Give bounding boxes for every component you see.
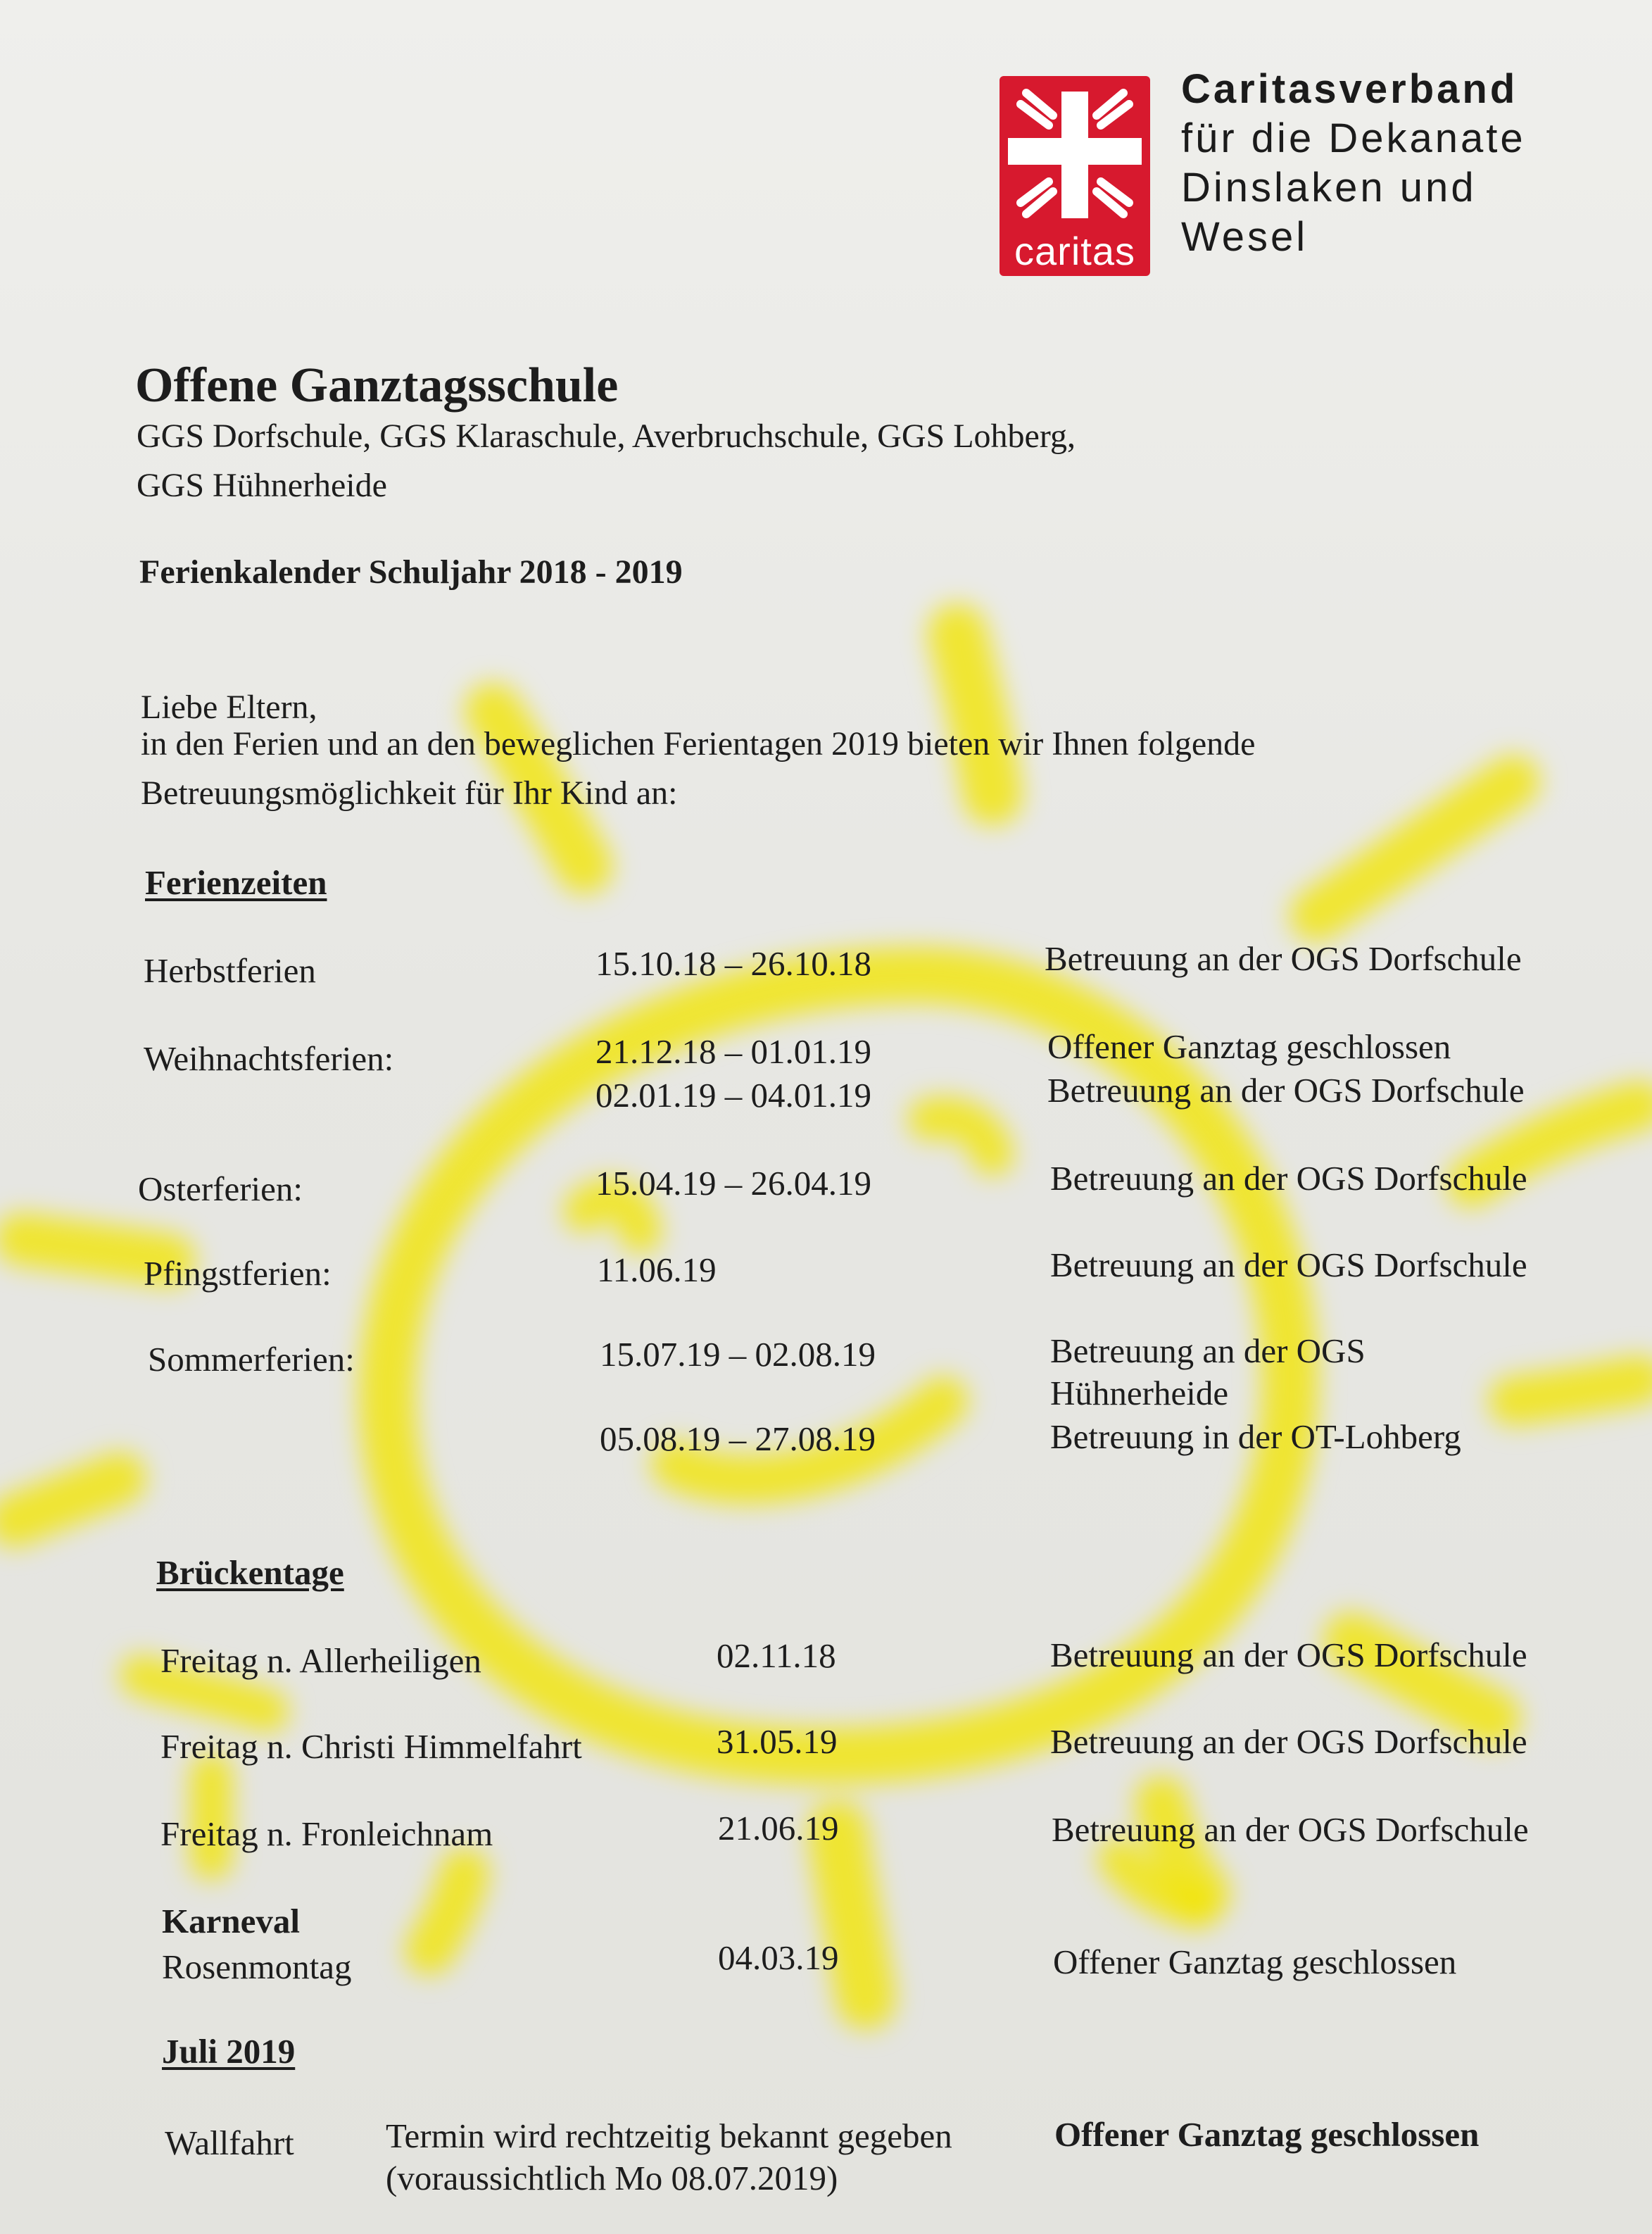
org-name-line1: Caritasverband bbox=[1181, 66, 1518, 112]
ferien-date-oster: 15.04.19 – 26.04.19 bbox=[595, 1164, 871, 1203]
bruecke-name-allerheiligen: Freitag n. Allerheiligen bbox=[160, 1641, 481, 1680]
ferien-info-sommer-1: Betreuung an der OGS bbox=[1050, 1331, 1366, 1370]
ferien-date-sommer-1: 15.07.19 – 02.08.19 bbox=[600, 1335, 876, 1374]
ferien-date-weihnacht-2: 02.01.19 – 04.01.19 bbox=[595, 1076, 871, 1115]
ferien-name-sommer: Sommerferien: bbox=[148, 1340, 355, 1379]
ferien-date-herbst: 15.10.18 – 26.10.18 bbox=[595, 944, 871, 983]
intro-salutation: Liebe Eltern, bbox=[141, 689, 317, 726]
ferien-info-weihnacht-2: Betreuung an der OGS Dorfschule bbox=[1047, 1071, 1525, 1110]
juli-note-line2: (voraussichtlich Mo 08.07.2019) bbox=[386, 2159, 838, 2197]
juli-note-line1: Termin wird rechtzeitig bekannt gegeben bbox=[386, 2116, 952, 2155]
ferien-name-herbst: Herbstferien bbox=[144, 951, 316, 990]
org-name-line2: für die Dekanate bbox=[1181, 115, 1526, 161]
bruecke-date-allerheiligen: 02.11.18 bbox=[717, 1636, 836, 1675]
schools-line1: GGS Dorfschule, GGS Klaraschule, Averbruchschule, GGS Lohberg, bbox=[137, 418, 1076, 455]
ferien-info-herbst: Betreuung an der OGS Dorfschule bbox=[1045, 939, 1522, 978]
bruecke-info-himmelfahrt: Betreuung an der OGS Dorfschule bbox=[1050, 1722, 1527, 1761]
caritas-logo bbox=[1000, 76, 1150, 276]
ferien-info-sommer-3: Betreuung in der OT-Lohberg bbox=[1050, 1417, 1461, 1456]
juli-info: Offener Ganztag geschlossen bbox=[1054, 2115, 1480, 2154]
ferien-info-oster: Betreuung an der OGS Dorfschule bbox=[1050, 1159, 1527, 1198]
intro-line3: Betreuungsmöglichkeit für Ihr Kind an: bbox=[141, 774, 678, 812]
ferien-info-weihnacht-1: Offener Ganztag geschlossen bbox=[1047, 1027, 1451, 1066]
ferien-name-pfingst: Pfingstferien: bbox=[144, 1254, 332, 1293]
bruecke-date-fronleichnam: 21.06.19 bbox=[718, 1809, 839, 1847]
karneval-date: 04.03.19 bbox=[718, 1938, 839, 1977]
ferien-info-sommer-2: Hühnerheide bbox=[1050, 1374, 1229, 1412]
bruecke-date-himmelfahrt: 31.05.19 bbox=[717, 1722, 838, 1761]
bruecke-info-fronleichnam: Betreuung an der OGS Dorfschule bbox=[1052, 1810, 1529, 1849]
bruecke-info-allerheiligen: Betreuung an der OGS Dorfschule bbox=[1050, 1636, 1527, 1674]
karneval-info: Offener Ganztag geschlossen bbox=[1053, 1943, 1457, 1981]
ferien-date-weihnacht-1: 21.12.18 – 01.01.19 bbox=[595, 1032, 871, 1071]
ferien-date-sommer-2: 05.08.19 – 27.08.19 bbox=[600, 1419, 876, 1458]
juli-name: Wallfahrt bbox=[165, 2123, 294, 2162]
subtitle: Ferienkalender Schuljahr 2018 - 2019 bbox=[139, 553, 683, 591]
caritas-cross-icon bbox=[1000, 76, 1150, 231]
bruecke-name-himmelfahrt: Freitag n. Christi Himmelfahrt bbox=[160, 1727, 582, 1766]
karneval-heading: Karneval bbox=[162, 1902, 300, 1940]
ferien-info-pfingst: Betreuung an der OGS Dorfschule bbox=[1050, 1245, 1527, 1284]
ferien-name-weihnacht: Weihnachtsferien: bbox=[144, 1039, 394, 1078]
section-juli: Juli 2019 bbox=[162, 2032, 296, 2071]
ferien-name-oster: Osterferien: bbox=[138, 1169, 303, 1208]
section-brueckentage: Brückentage bbox=[156, 1553, 344, 1592]
document-title: Offene Ganztagsschule bbox=[135, 358, 619, 413]
bruecke-name-fronleichnam: Freitag n. Fronleichnam bbox=[160, 1814, 493, 1853]
intro-line2: in den Ferien und an den beweglichen Ferientagen 2019 bieten wir Ihnen folgende bbox=[141, 725, 1256, 763]
karneval-name: Rosenmontag bbox=[162, 1947, 352, 1986]
org-name-line3: Dinslaken und bbox=[1181, 165, 1477, 211]
caritas-logo-word: caritas bbox=[1014, 229, 1135, 273]
section-ferienzeiten: Ferienzeiten bbox=[145, 863, 327, 902]
schools-line2: GGS Hühnerheide bbox=[137, 467, 387, 504]
ferien-date-pfingst: 11.06.19 bbox=[597, 1250, 717, 1289]
org-name-line4: Wesel bbox=[1181, 214, 1309, 260]
